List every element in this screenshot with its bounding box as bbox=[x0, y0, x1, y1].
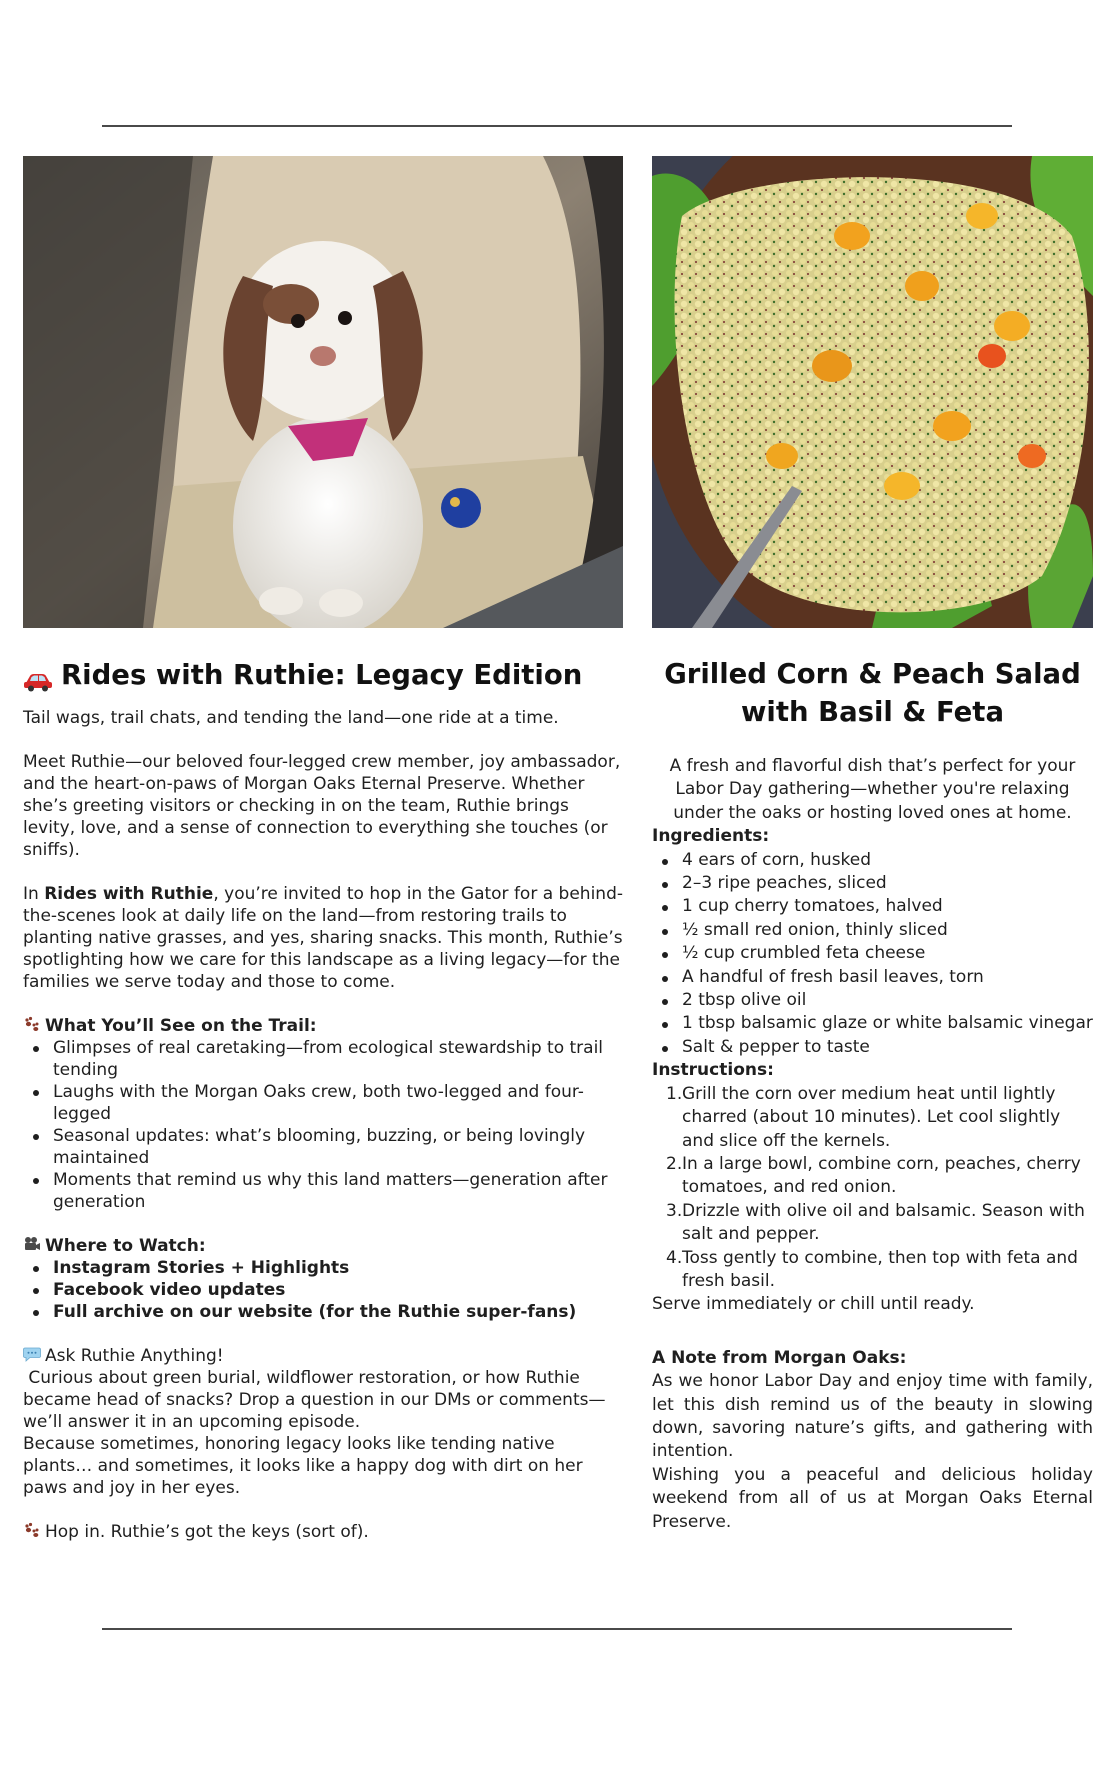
instructions-list bbox=[652, 1083, 1093, 1294]
list-item: Glimpses of real caretaking—from ecological stewardship to trail tending bbox=[23, 1037, 623, 1081]
trail-list bbox=[23, 1037, 623, 1213]
list-item: Full archive on our website (for the Ruthie super-fans) bbox=[23, 1301, 623, 1323]
closing-line: Hop in. Ruthie’s got the keys (sort of). bbox=[23, 1521, 623, 1543]
list-item: 1 tbsp balsamic glaze or white balsamic vinegar bbox=[652, 1012, 1093, 1035]
list-item: 1. Grill the corn over medium heat until lightly charred (about 10 minutes). Let cool slightly and slice off the kernels. bbox=[666, 1083, 1061, 1151]
recipe-title: Grilled Corn & Peach Salad with Basil & Feta bbox=[664, 658, 1081, 728]
list-item: 2–3 ripe peaches, sliced bbox=[652, 872, 1093, 895]
serve-note: Serve immediately or chill until ready. bbox=[652, 1294, 975, 1315]
list-item: Moments that remind us why this land matters—generation after generation bbox=[23, 1169, 623, 1213]
recipe-intro: A fresh and flavorful dish that’s perfect for your Labor Day gathering—whether you're relaxing under the oaks or hosting loved ones at home. bbox=[669, 756, 1076, 823]
list-item: ½ cup crumbled feta cheese bbox=[652, 942, 1093, 965]
list-item: Salt & pepper to taste bbox=[652, 1036, 1093, 1059]
list-item: 4 ears of corn, husked bbox=[652, 849, 1093, 872]
note-heading: A Note from Morgan Oaks: bbox=[652, 1347, 907, 1368]
movie-camera-icon bbox=[23, 1236, 41, 1252]
rides-with-ruthie-bold: Rides with Ruthie bbox=[44, 884, 214, 904]
ruthie-title: Rides with Ruthie: Legacy Edition bbox=[23, 655, 623, 695]
list-item: 2. In a large bowl, combine corn, peaches, cherry tomatoes, and red onion. bbox=[666, 1153, 1081, 1198]
speech-bubble-icon bbox=[23, 1346, 41, 1362]
paw-prints-icon bbox=[23, 1522, 41, 1538]
rides-with-ruthie-column bbox=[23, 655, 623, 1543]
instructions-heading: Instructions: bbox=[652, 1060, 774, 1081]
watch-list bbox=[23, 1257, 623, 1323]
bottom-divider bbox=[102, 1628, 1012, 1630]
list-item: 3. Drizzle with olive oil and balsamic. Season with salt and pepper. bbox=[666, 1200, 1085, 1245]
ask-body-continued: Because sometimes, honoring legacy looks like tending native plants… and sometimes, it looks like a happy dog with dirt on her paws and joy in her eyes. bbox=[23, 1434, 583, 1498]
list-item: 2 tbsp olive oil bbox=[652, 989, 1093, 1012]
list-item: A handful of fresh basil leaves, torn bbox=[652, 966, 1093, 989]
ingredients-heading: Ingredients: bbox=[652, 826, 770, 847]
top-divider bbox=[102, 125, 1012, 127]
paw-prints-icon bbox=[23, 1016, 41, 1032]
list-item: Instagram Stories + Highlights bbox=[23, 1257, 623, 1279]
ruthie-dog-photo bbox=[23, 156, 623, 628]
trail-heading: What You’ll See on the Trail: bbox=[23, 1015, 623, 1037]
ask-body: Curious about green burial, wildflower restoration, or how Ruthie became head of snacks? Drop a question in our DMs or comments—we’ll answer it in an upcoming episode. bbox=[23, 1368, 606, 1432]
list-item: Laughs with the Morgan Oaks crew, both two-legged and four-legged bbox=[23, 1081, 623, 1125]
corn-peach-salad-photo bbox=[652, 156, 1093, 628]
ruthie-intro: Meet Ruthie—our beloved four-legged crew member, joy ambassador, and the heart-on-paws of Morgan Oaks Eternal Preserve. Whether she’s greeting visitors or checking in on the team, Ruthie brings levity, love, and a sense of connection to everything she touches (or sniffs). bbox=[23, 752, 621, 860]
list-item: 1 cup cherry tomatoes, halved bbox=[652, 895, 1093, 918]
car-icon bbox=[23, 663, 53, 683]
ask-heading: Ask Ruthie Anything! bbox=[23, 1345, 623, 1367]
list-item: Seasonal updates: what’s blooming, buzzing, or being lovingly maintained bbox=[23, 1125, 623, 1169]
note-body: As we honor Labor Day and enjoy time with family, let this dish remind us of the beauty in slowing down, savoring nature’s gifts, and gathering with intention. bbox=[652, 1371, 1093, 1462]
list-item: Facebook video updates bbox=[23, 1279, 623, 1301]
ruthie-tagline: Tail wags, trail chats, and tending the land—one ride at a time. bbox=[23, 708, 559, 728]
ruthie-paragraph-2: In Rides with Ruthie, you’re invited to hop in the Gator for a behind-the-scenes look at daily life on the land—from restoring trails to planting native grasses, and yes, sharing snacks. This month, Ruthie’s spotlighting how we care for this landscape as a living legacy—for the families we serve today and those to come. bbox=[23, 884, 623, 992]
recipe-column bbox=[652, 655, 1093, 1534]
note-wish: Wishing you a peaceful and delicious holiday weekend from all of us at Morgan Oaks Eternal Preserve. bbox=[652, 1464, 1093, 1532]
ingredients-list bbox=[652, 849, 1093, 1060]
list-item: 4. Toss gently to combine, then top with feta and fresh basil. bbox=[666, 1247, 1078, 1291]
list-item: ½ small red onion, thinly sliced bbox=[652, 919, 1093, 942]
watch-heading: Where to Watch: bbox=[23, 1235, 623, 1257]
